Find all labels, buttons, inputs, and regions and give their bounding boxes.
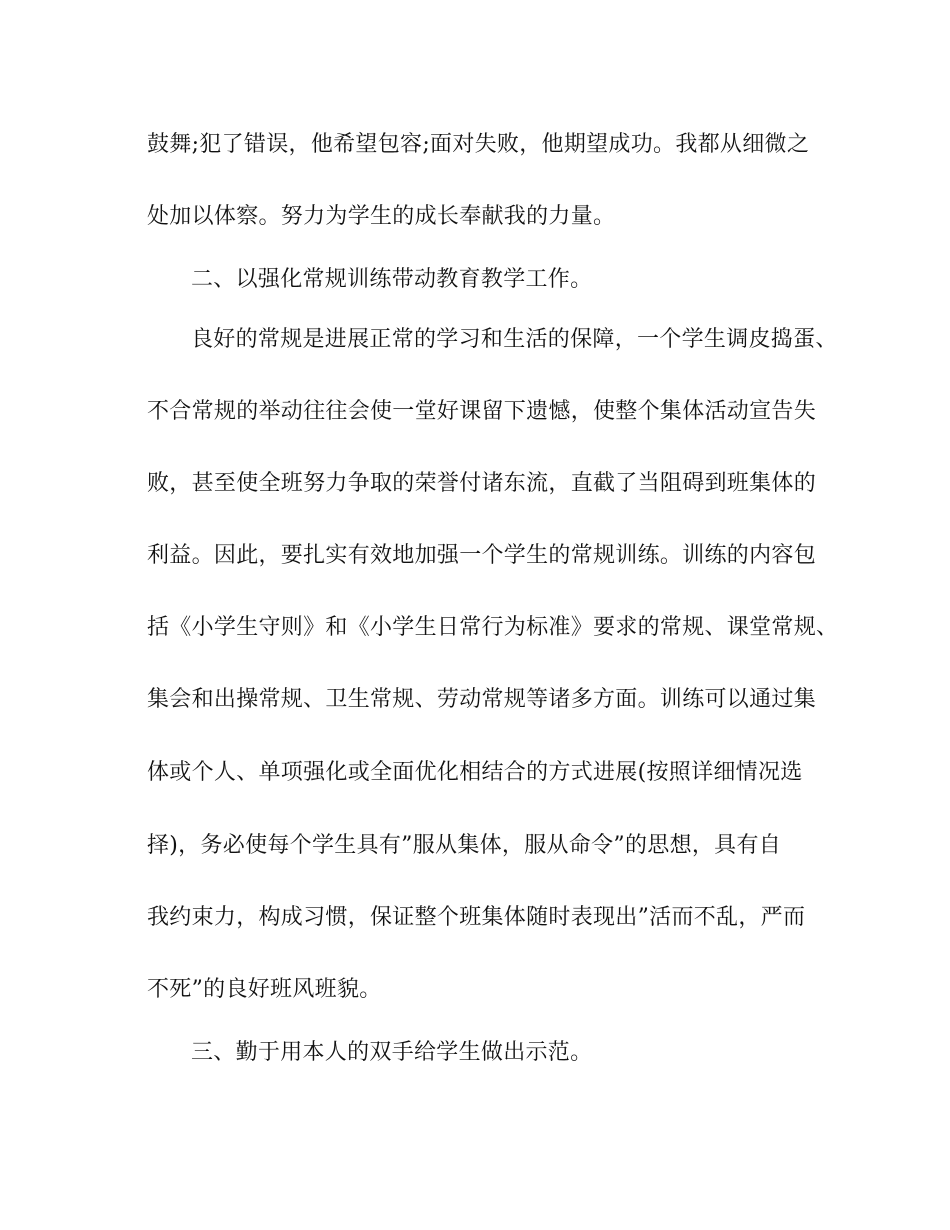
text-line: 利益。因此，要扎实有效地加强一个学生的常规训练。训练的内容包	[147, 543, 817, 568]
text-line: 不死”的良好班风班貌。	[147, 977, 382, 1002]
text-line: 集会和出操常规、卫生常规、劳动常规等诸多方面。训练可以通过集	[147, 687, 817, 712]
paragraph-first-line: 良好的常规是进展正常的学习和生活的保障，一个学生调皮捣蛋、	[191, 327, 838, 352]
text-line: 择)，务必使每个学生具有”服从集体，服从命令”的思想，具有自	[147, 833, 782, 858]
text-line: 处加以体察。努力为学生的成长奉献我的力量。	[147, 204, 616, 229]
text-line: 括《小学生守则》和《小学生日常行为标准》要求的常规、课堂常规、	[147, 615, 839, 640]
section-heading: 二、以强化常规训练带动教育教学工作。	[191, 267, 593, 292]
text-line: 我约束力，构成习惯，保证整个班集体随时表现出”活而不乱，严而	[147, 905, 806, 930]
section-heading: 三、勤于用本人的双手给学生做出示范。	[191, 1040, 593, 1065]
text-line: 败，甚至使全班努力争取的荣誉付诸东流，直截了当阻碍到班集体的	[147, 471, 817, 496]
text-line: 鼓舞;犯了错误，他希望包容;面对失败，他期望成功。我都从细微之	[147, 132, 810, 157]
text-line: 体或个人、单项强化或全面优化相结合的方式进展(按照详细情况选	[147, 760, 803, 785]
text-line: 不合常规的举动往往会使一堂好课留下遗憾，使整个集体活动宣告失	[147, 399, 817, 424]
